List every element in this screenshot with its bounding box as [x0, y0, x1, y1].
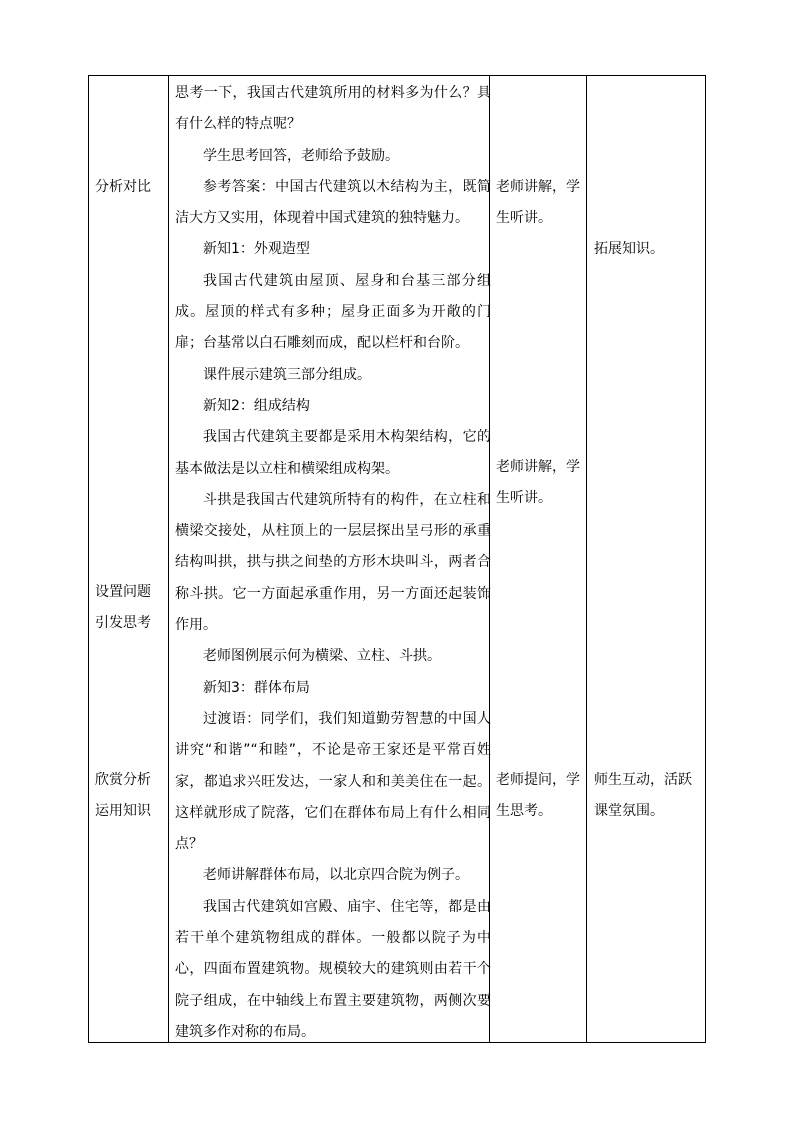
- design-intent-line: 师生互动，活跃: [594, 772, 692, 788]
- activity-note: [496, 765, 580, 828]
- content-paragraph: 斗拱是我国古代建筑所特有的构件，在立柱和横梁交接处，从柱顶上的一层层探出呈弓形的承重结构叫拱，拱与拱之间垫的方形木块叫斗，两者合称斗拱。它一方面起承重作用，另一方面还起装饰作用。: [175, 491, 491, 634]
- teaching-content: [175, 78, 491, 1048]
- content-paragraph: 课件展示建筑三部分组成。: [203, 366, 371, 383]
- activity-note: [496, 452, 580, 515]
- activity-line: 老师提问，学: [496, 772, 580, 788]
- stage-label-question: [95, 577, 151, 640]
- content-paragraph: 我国古代建筑主要都是采用木构架结构，它的基本做法是以立柱和横梁组成构架。: [175, 429, 491, 477]
- stage-label-line: 运用知识: [95, 803, 151, 820]
- stage-label-appreciation: [95, 765, 151, 828]
- content-paragraph: 过渡语：同学们，我们知道勤劳智慧的中国人讲究“和谐”“和睦”，不论是帝王家还是平常百姓家，都追求兴旺发达，一家人和和美美住在一起。这样就形成了院落，它们在群体布局上有什么相同点？: [175, 710, 491, 853]
- activity-line: 老师讲解，学: [496, 179, 580, 195]
- design-intent-line: 课堂氛围。: [594, 803, 664, 820]
- activity-line: 生听讲。: [496, 490, 552, 507]
- stage-label-analysis: 分析对比: [95, 179, 151, 195]
- activity-line: 老师讲解，学: [496, 459, 580, 475]
- content-paragraph: 老师讲解群体布局，以北京四合院为例子。: [203, 867, 469, 884]
- stage-label-line: 欣赏分析: [95, 772, 151, 788]
- section-heading: 新知1：外观造型: [203, 241, 310, 258]
- activity-note: [496, 172, 580, 235]
- stage-label-line: 引发思考: [95, 615, 151, 632]
- content-paragraph: 老师图例展示何为横梁、立柱、斗拱。: [203, 648, 441, 665]
- column-divider: [168, 76, 169, 1042]
- column-divider: [586, 76, 587, 1042]
- stage-label-line: 设置问题: [95, 584, 151, 600]
- design-intent: 拓展知识。: [594, 241, 664, 257]
- content-paragraph: 我国古代建筑由屋顶、屋身和台基三部分组成。屋顶的样式有多种；屋身正面多为开敞的门扉；台基常以白石雕刻而成，配以栏杆和台阶。: [175, 272, 491, 352]
- activity-line: 生听讲。: [496, 210, 552, 227]
- content-paragraph: 学生思考回答，老师给予鼓励。: [203, 147, 399, 164]
- content-paragraph: 思考一下，我国古代建筑所用的材料多为什么？具有什么样的特点呢？: [175, 85, 491, 133]
- section-heading: 新知3：群体布局: [203, 679, 310, 696]
- content-paragraph: 参考答案：中国古代建筑以木结构为主，既简洁大方又实用，体现着中国式建筑的独特魅力。: [175, 178, 491, 227]
- design-intent: [594, 765, 692, 828]
- section-heading: 新知2：组成结构: [203, 397, 310, 414]
- content-paragraph: 我国古代建筑如宫殿、庙宇、住宅等，都是由若干单个建筑物组成的群体。一般都以院子为中心，四面布置建筑物。规模较大的建筑则由若干个院子组成，在中轴线上布置主要建筑物，两侧次要建筑多作对称的布局。: [175, 898, 491, 1040]
- activity-line: 生思考。: [496, 803, 552, 820]
- lesson-plan-table: [88, 75, 706, 1043]
